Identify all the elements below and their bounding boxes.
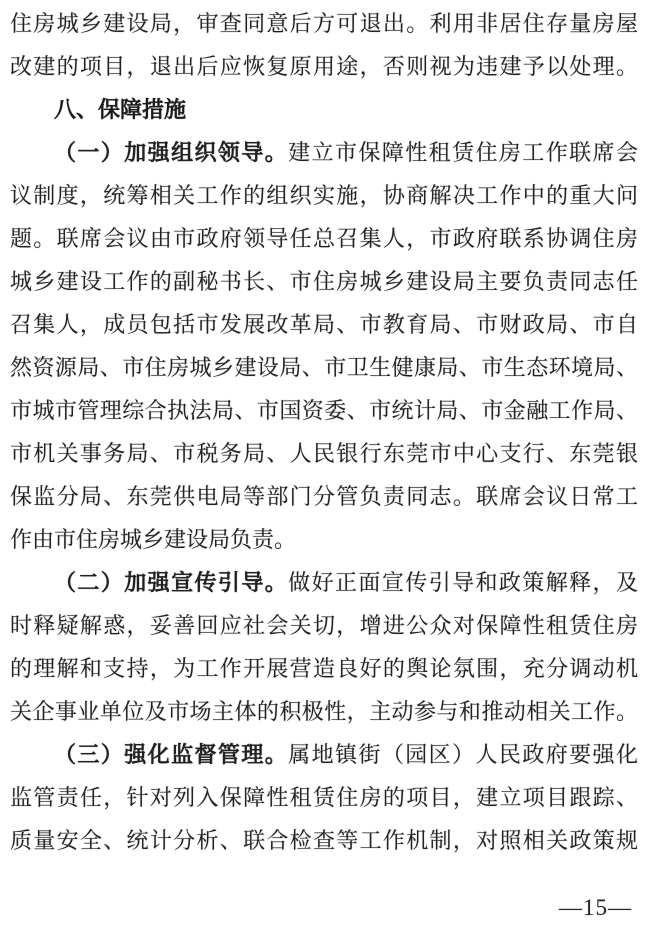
text-line (10, 260, 638, 303)
text-line (10, 2, 638, 45)
body-text: 关企事业单位及市场主体的积极性，主动参与和推动相关工作。 (10, 699, 638, 724)
body-text: 做好正面宣传引导和政策解释，及 (288, 570, 638, 595)
body-text: 城乡建设工作的副秘书长、市住房城乡建设局主要负责同志任 (10, 269, 638, 294)
text-line (10, 733, 638, 776)
section-heading (10, 88, 638, 131)
body-text: 市城市管理综合执法局、市国资委、市统计局、市金融工作局、 (10, 398, 638, 423)
body-text: 属地镇街（园区）人民政府要强化 (288, 742, 638, 767)
body-text: 建立市保障性租赁住房工作联席会 (288, 140, 638, 165)
text-line (10, 475, 638, 518)
body-text: 质量安全、统计分析、联合检查等工作机制，对照相关政策规 (10, 828, 638, 853)
text-line (10, 131, 638, 174)
text-line (10, 346, 638, 389)
body-text: 议制度，统筹相关工作的组织实施，协商解决工作中的重大问 (10, 183, 638, 208)
body-text: 召集人，成员包括市发展改革局、市教育局、市财政局、市自 (10, 312, 638, 337)
emphasis-text: 八、保障措施 (54, 97, 187, 122)
emphasis-text: （一）加强组织领导。 (54, 140, 289, 165)
body-text: 保监分局、东莞供电局等部门分管负责同志。联席会议日常工 (10, 484, 638, 509)
text-line (10, 389, 638, 432)
text-line (10, 561, 638, 604)
emphasis-text: （三）强化监督管理。 (54, 742, 289, 767)
text-line (10, 518, 638, 561)
document-lines (10, 2, 638, 862)
body-text: 住房城乡建设局，审查同意后方可退出。利用非居住存量房屋 (10, 11, 638, 36)
text-line (10, 174, 638, 217)
text-line (10, 217, 638, 260)
text-line (10, 776, 638, 819)
body-text: 改建的项目，退出后应恢复原用途，否则视为违建予以处理。 (10, 54, 638, 79)
body-text: 然资源局、市住房城乡建设局、市卫生健康局、市生态环境局、 (10, 355, 638, 380)
body-text: 作由市住房城乡建设局负责。 (10, 527, 297, 552)
page-number: —15— (559, 895, 632, 920)
text-line (10, 819, 638, 862)
text-line (10, 690, 638, 733)
text-line (10, 432, 638, 475)
body-text: 题。联席会议由市政府领导任总召集人，市政府联系协调住房 (10, 226, 638, 251)
text-line (10, 303, 638, 346)
body-text: 时释疑解惑，妥善回应社会关切，增进公众对保障性租赁住房 (10, 613, 638, 638)
body-text: 市机关事务局、市税务局、人民银行东莞市中心支行、东莞银 (10, 441, 638, 466)
text-line (10, 647, 638, 690)
body-text: 的理解和支持，为工作开展营造良好的舆论氛围，充分调动机 (10, 656, 638, 681)
emphasis-text: （二）加强宣传引导。 (54, 570, 289, 595)
body-text: 监管责任，针对列入保障性租赁住房的项目，建立项目跟踪、 (10, 785, 638, 810)
text-line (10, 604, 638, 647)
text-line (10, 45, 638, 88)
page-footer (10, 895, 638, 921)
